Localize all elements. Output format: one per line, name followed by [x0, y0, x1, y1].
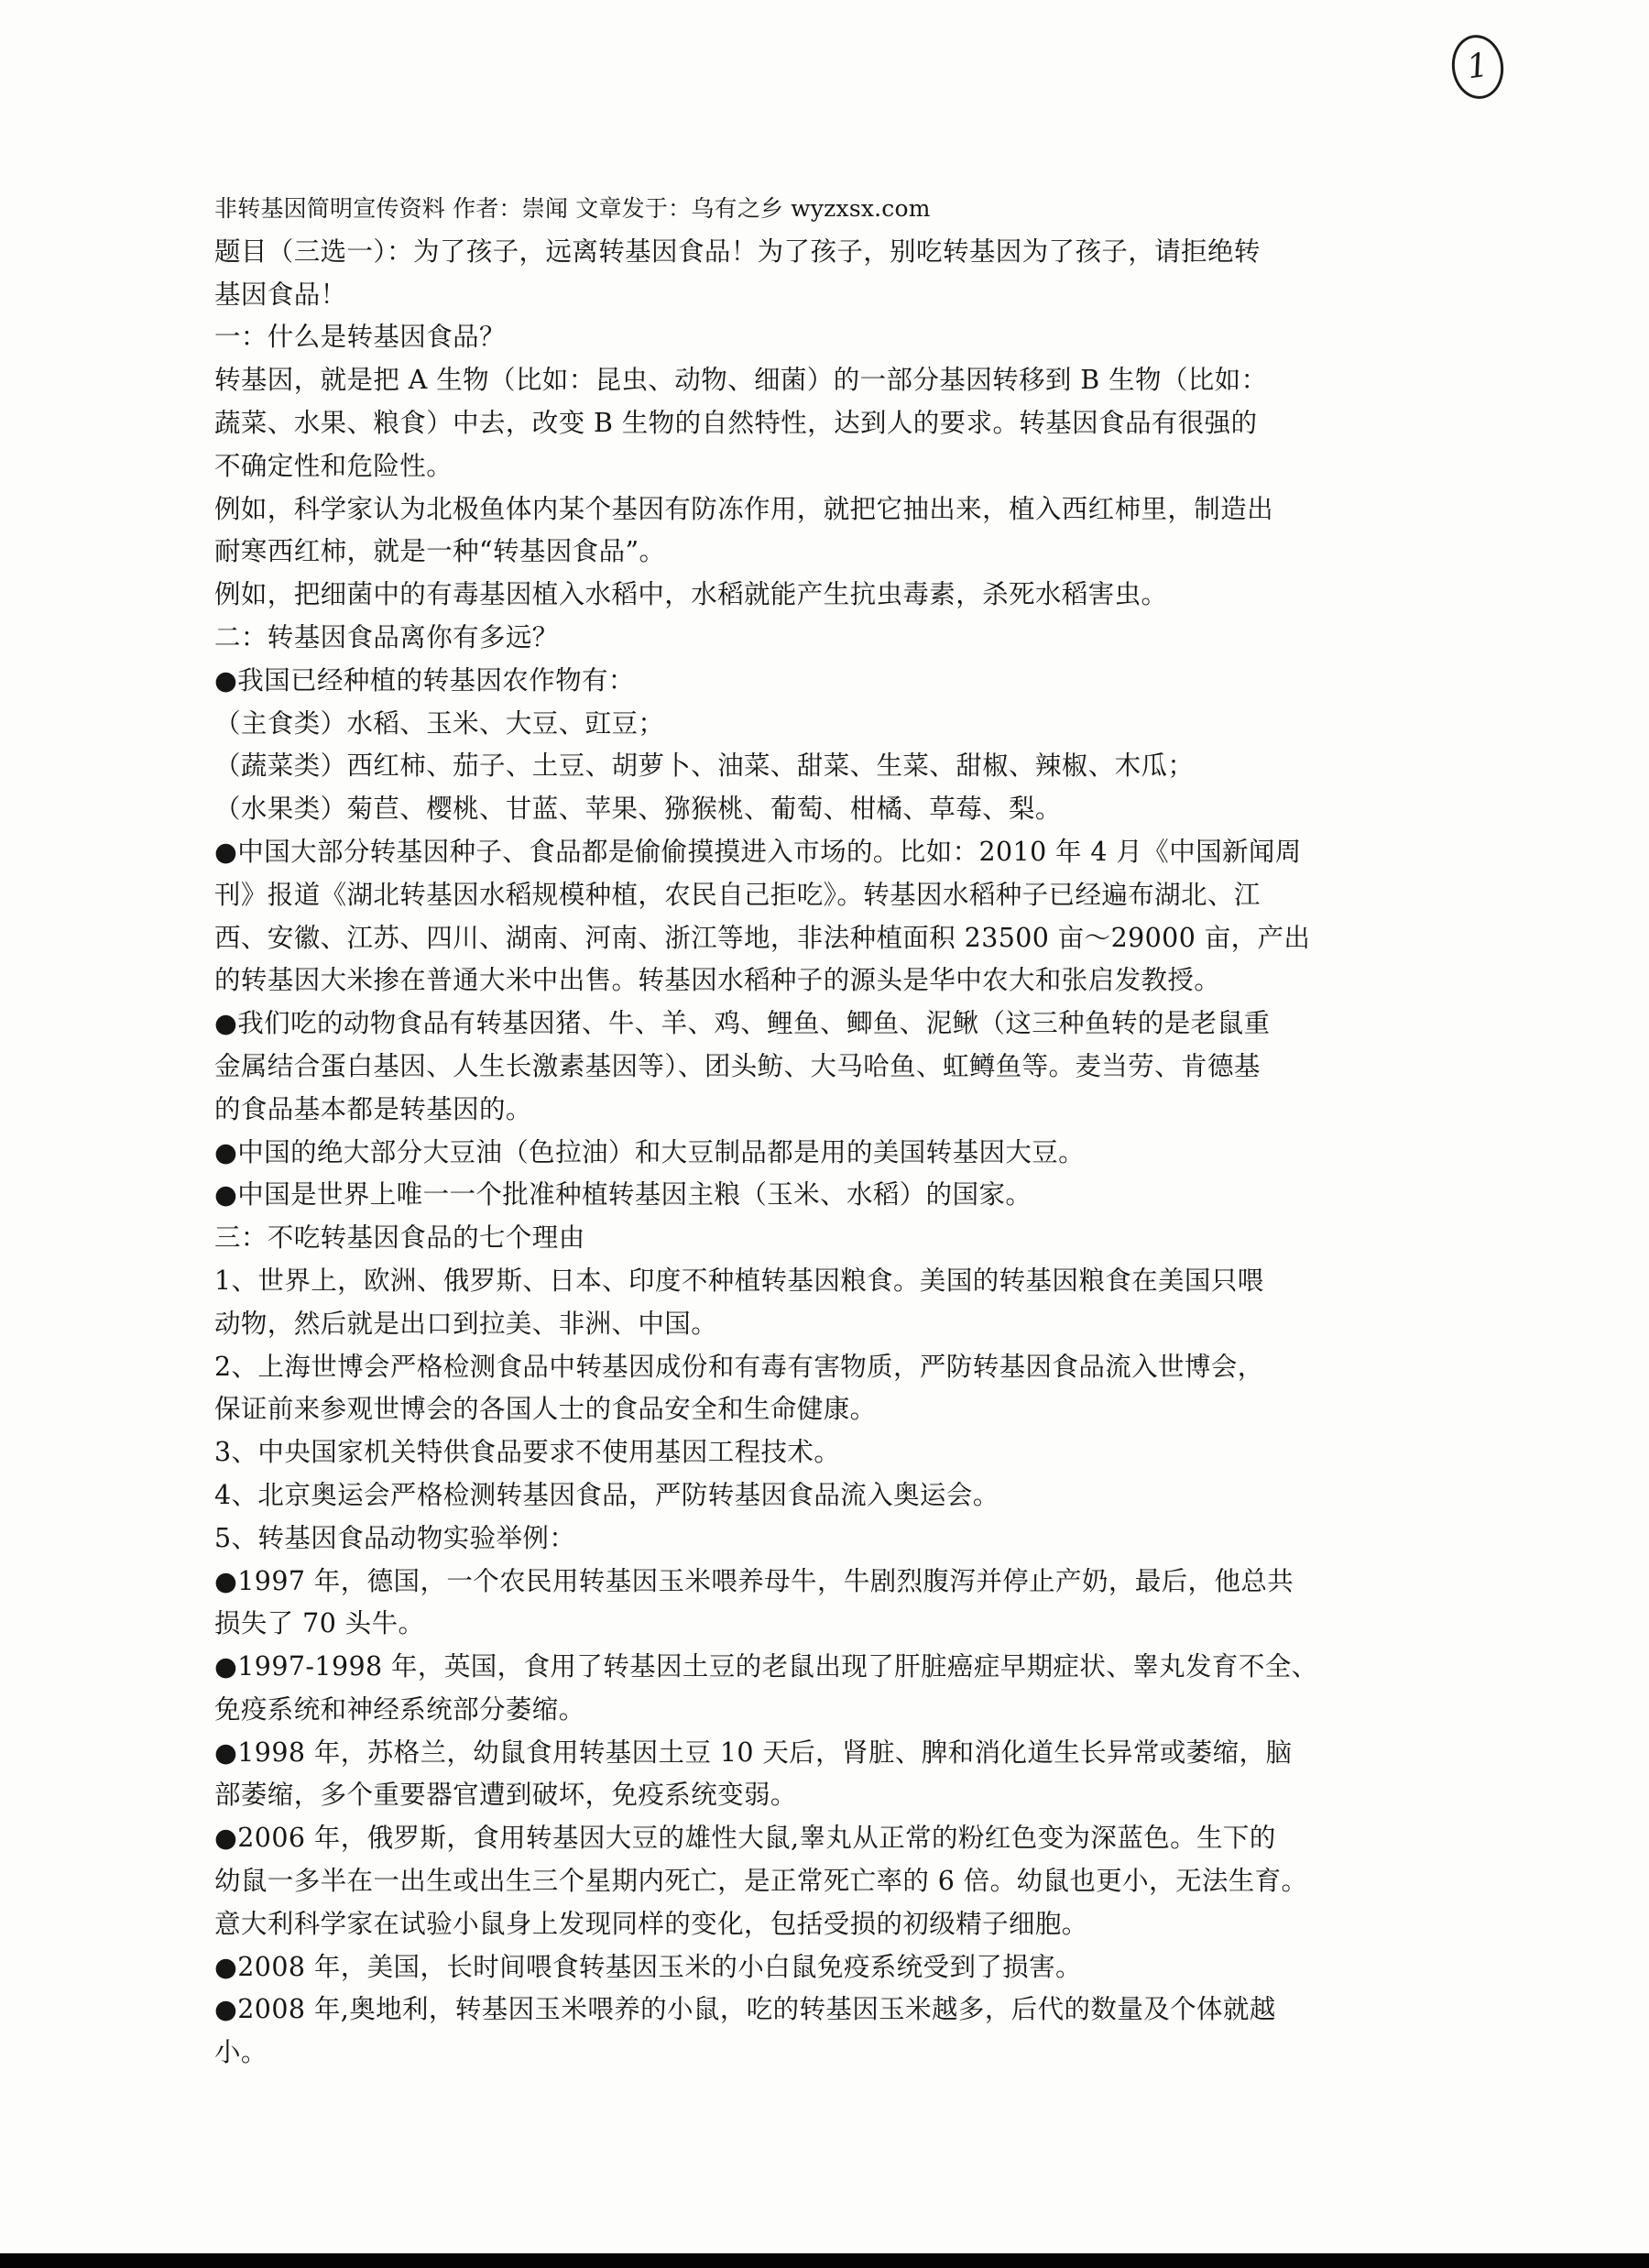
section-heading: 一：什么是转基因食品？ — [214, 322, 506, 353]
text-line: 刊》报道《湖北转基因水稻规模种植，农民自己拒吃》。转基因水稻种子已经遍布湖北、江 — [214, 879, 1261, 910]
page-number: 1 — [1464, 46, 1491, 87]
numbered-line: 4、北京奥运会严格检测转基因食品，严防转基因食品流入奥运会。 — [214, 1479, 999, 1510]
bullet-line: ●我国已经种植的转基因农作物有： — [214, 664, 635, 696]
text-line: 例如，把细菌中的有毒基因植入水稻中，水稻就能产生抗虫毒素，杀死水稻害虫。 — [214, 579, 1168, 610]
bullet-line: ●我们吃的动物食品有转基因猪、牛、羊、鸡、鲤鱼、鲫鱼、泥鳅（这三种鱼转的是老鼠重 — [214, 1008, 1271, 1039]
text-line: 保证前来参观世博会的各国人士的食品安全和生命健康。 — [214, 1394, 877, 1425]
numbered-line: 3、中央国家机关特供食品要求不使用基因工程技术。 — [214, 1437, 841, 1468]
text-line: 例如，科学家认为北极鱼体内某个基因有防冻作用，就把它抽出来，植入西红柿里，制造出 — [214, 493, 1274, 524]
text-line: （蔬菜类）西红柿、茄子、土豆、胡萝卜、油菜、甜菜、生菜、甜椒、辣椒、木瓜； — [214, 751, 1195, 782]
text-line: 小。 — [214, 2037, 268, 2068]
document-body — [214, 188, 1346, 2075]
text-line: 不确定性和危险性。 — [214, 450, 453, 481]
text-line: 动物，然后就是出口到拉美、非洲、中国。 — [214, 1308, 718, 1339]
bullet-line: ●中国是世界上唯一一个批准种植转基因主粮（玉米、水稻）的国家。 — [214, 1179, 1032, 1211]
text-line: 的食品基本都是转基因的。 — [214, 1093, 532, 1124]
title-line: 题目（三选一）：为了孩子，远离转基因食品！为了孩子，别吃转基因为了孩子，请拒绝转 — [214, 236, 1261, 267]
bullet-line: ●1998 年，苏格兰，幼鼠食用转基因土豆 10 天后，肾脏、脾和消化道生长异常或萎缩，脑 — [214, 1737, 1293, 1768]
text-line: 的转基因大米掺在普通大米中出售。转基因水稻种子的源头是华中农大和张启发教授。 — [214, 965, 1221, 996]
scan-bottom-edge — [0, 2253, 1649, 2268]
text-line: 蔬菜、水果、粮食）中去，改变 B 生物的自然特性，达到人的要求。转基因食品有很强的 — [214, 407, 1258, 438]
document-header-line: 非转基因简明宣传资料 作者：崇闻 文章发于：乌有之乡 wyzxsx.com — [214, 195, 931, 222]
text-line: 免疫系统和神经系统部分萎缩。 — [214, 1693, 585, 1725]
bullet-line: ●中国的绝大部分大豆油（色拉油）和大豆制品都是用的美国转基因大豆。 — [214, 1136, 1086, 1167]
section-heading: 三：不吃转基因食品的七个理由 — [214, 1222, 585, 1254]
text-line: 金属结合蛋白基因、人生长激素基因等）、团头鲂、大马哈鱼、虹鳟鱼等。麦当劳、肯德基 — [214, 1050, 1261, 1081]
text-line: 损失了 70 头牛。 — [214, 1608, 425, 1639]
text-line: （主食类）水稻、玉米、大豆、豇豆； — [214, 707, 665, 739]
title-line: 基因食品！ — [214, 279, 347, 310]
numbered-line: 2、上海世博会严格检测食品中转基因成份和有毒有害物质，严防转基因食品流入世博会， — [214, 1351, 1264, 1382]
numbered-line: 5、转基因食品动物实验举例： — [214, 1522, 576, 1553]
bullet-line: ●2008 年,奥地利，转基因玉米喂养的小鼠，吃的转基因玉米越多，后代的数量及个体就越 — [214, 1994, 1276, 2025]
text-line: 西、安徽、江苏、四川、湖南、河南、浙江等地，非法种植面积 23500 亩～29000 亩，产出 — [214, 922, 1311, 953]
section-heading: 二：转基因食品离你有多远？ — [214, 621, 559, 652]
text-line: 耐寒西红柿，就是一种“转基因食品”。 — [214, 536, 666, 567]
text-line: 意大利科学家在试验小鼠身上发现同样的变化，包括受损的初级精子细胞。 — [214, 1908, 1088, 1939]
text-line: 转基因，就是把 A 生物（比如：昆虫、动物、细菌）的一部分基因转移到 B 生物（比如： — [214, 365, 1268, 396]
bullet-line: ●2006 年，俄罗斯，食用转基因大豆的雄性大鼠,睾丸从正常的粉红色变为深蓝色。生下的 — [214, 1823, 1276, 1854]
bullet-line: ●1997 年，德国，一个农民用转基因玉米喂养母牛，牛剧烈腹泻并停止产奶，最后，他总共 — [214, 1565, 1294, 1596]
numbered-line: 1、世界上，欧洲、俄罗斯、日本、印度不种植转基因粮食。美国的转基因粮食在美国只喂 — [214, 1265, 1264, 1296]
text-line: 幼鼠一多半在一出生或出生三个星期内死亡，是正常死亡率的 6 倍。幼鼠也更小，无法生育。 — [214, 1866, 1308, 1897]
text-line: （水果类）菊苣、樱桃、甘蓝、苹果、猕猴桃、葡萄、柑橘、草莓、梨。 — [214, 794, 1062, 825]
bullet-line: ●中国大部分转基因种子、食品都是偷偷摸摸进入市场的。比如：2010 年 4 月《中国新闻周 — [214, 836, 1302, 867]
bullet-line: ●2008 年，美国，长时间喂食转基因玉米的小白鼠免疫系统受到了损害。 — [214, 1951, 1082, 1982]
bullet-line: ●1997-1998 年，英国，食用了转基因土豆的老鼠出现了肝脏癌症早期症状、睾丸发育不全、 — [214, 1651, 1318, 1682]
page-number-mark — [1447, 31, 1507, 102]
text-line: 部萎缩，多个重要器官遭到破坏，免疫系统变弱。 — [214, 1780, 797, 1811]
